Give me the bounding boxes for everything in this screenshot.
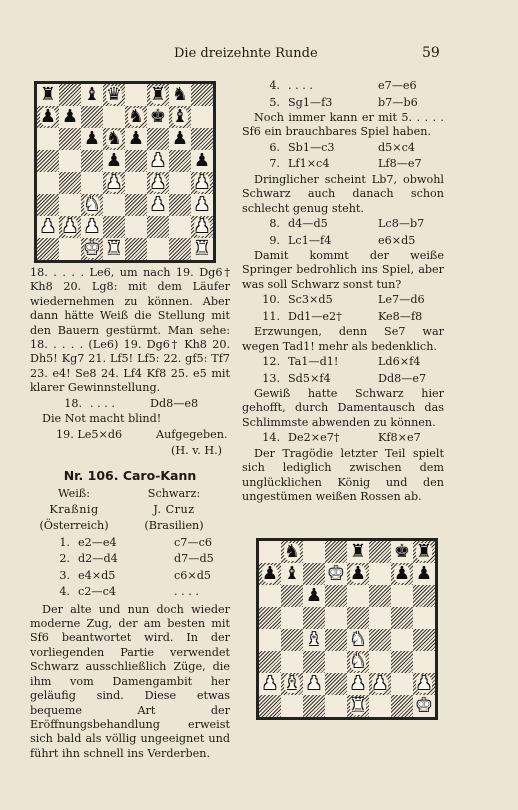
board-square <box>81 216 103 238</box>
board-square <box>259 673 281 695</box>
black-move: Dd8—e8 <box>150 396 199 410</box>
black-pawn-icon: ♟ <box>61 106 79 127</box>
black-move: Le7—d6 <box>378 293 425 307</box>
white-pawn-icon: ♟ <box>193 194 211 215</box>
board-square <box>281 695 303 717</box>
board-square <box>59 106 81 128</box>
board-square <box>259 563 281 585</box>
black-pawn-icon: ♟ <box>393 563 411 584</box>
board-square <box>303 695 325 717</box>
board-square <box>347 585 369 607</box>
move-line <box>30 427 230 444</box>
opening-moves <box>30 535 230 601</box>
black-king-icon: ♚ <box>393 541 411 562</box>
left-column <box>30 266 230 761</box>
board-square <box>281 651 303 673</box>
move-line <box>242 371 444 388</box>
black-move: c7—c6 <box>174 535 212 549</box>
board-square <box>59 194 81 216</box>
board-square <box>325 629 347 651</box>
move-number: 10. <box>262 293 280 307</box>
board-square <box>37 128 59 150</box>
annotation-text: Der alte und nun doch wieder moderne Zug, der am besten mit Sf6 beantwortet wird. In der vorliegenden Partie verwendet Schwarz ausschließlich Züge, die ihm vom Damengambit her geläufig sind. Diese etwas bequeme Art der Eröffnungsbehandlung erweist sich bald als völlig ungeeignet und führt ihn schnell ins Verderben. <box>30 602 230 760</box>
black-move: Lc8—b7 <box>378 217 425 231</box>
board-square <box>391 563 413 585</box>
board-square <box>125 172 147 194</box>
move-number: 9. <box>269 233 280 247</box>
board-square <box>37 172 59 194</box>
move-number: 7. <box>269 157 280 171</box>
board-square <box>413 541 435 563</box>
board-square <box>259 607 281 629</box>
board-square <box>81 194 103 216</box>
board-square <box>169 150 191 172</box>
board-square <box>259 585 281 607</box>
board-square <box>391 585 413 607</box>
board-square <box>191 216 213 238</box>
board-square <box>81 106 103 128</box>
annotation-text: Noch immer kann er mit 5. . . . . Sf6 ein brauchbares Spiel haben. <box>242 111 444 139</box>
black-move: Lf8—e7 <box>378 157 422 171</box>
board-square <box>191 172 213 194</box>
black-move: Kf8×e7 <box>378 431 421 445</box>
board-square <box>391 695 413 717</box>
board-square <box>37 238 59 260</box>
board-square <box>259 541 281 563</box>
annotation-text: Der Tragödie letzter Teil spielt sich lediglich zwischen dem unglücklichen König und den ungestümen weißen Rossen ab. <box>242 446 444 503</box>
board-square <box>37 194 59 216</box>
board-square <box>103 150 125 172</box>
black-pawn-icon: ♟ <box>105 150 123 171</box>
board-square <box>369 541 391 563</box>
white-move: Ta1—d1! <box>288 355 339 369</box>
board-square <box>369 651 391 673</box>
board-square <box>191 238 213 260</box>
board-square <box>169 128 191 150</box>
white-rook-icon: ♜ <box>349 695 367 716</box>
white-move: . . . . <box>90 396 115 410</box>
result: Aufgegeben. <box>156 428 228 442</box>
move-number: 14. <box>262 431 280 445</box>
white-pawn-icon: ♟ <box>149 150 167 171</box>
board-square <box>281 607 303 629</box>
board-square <box>303 673 325 695</box>
board-square <box>259 695 281 717</box>
white-pawn-icon: ♟ <box>39 216 57 237</box>
white-move: Lf1×c4 <box>288 157 330 171</box>
board-square <box>413 673 435 695</box>
white-move: e2—e4 <box>78 535 117 549</box>
black-move: . . . . <box>174 585 199 599</box>
board-square <box>303 585 325 607</box>
players-name-row <box>30 503 230 519</box>
black-move: b7—b6 <box>378 95 418 109</box>
move-line <box>242 140 444 157</box>
board-square <box>147 106 169 128</box>
move-number: 12. <box>262 355 280 369</box>
black-pawn-icon: ♟ <box>305 585 323 606</box>
move-line <box>30 396 230 413</box>
board-square <box>325 607 347 629</box>
white-knight-icon: ♞ <box>349 651 367 672</box>
white-pawn-icon: ♟ <box>371 673 389 694</box>
white-country: (Österreich) <box>39 519 109 533</box>
board-square <box>81 238 103 260</box>
black-label: Schwarz: <box>147 487 201 501</box>
white-move: Sg1—f3 <box>288 95 333 109</box>
annotation-text: Damit kommt der weiße Springer bedrohlich ins Spiel, aber was soll Schwarz sonst tun? <box>242 249 444 291</box>
board-square <box>191 150 213 172</box>
board-square <box>37 216 59 238</box>
board-square <box>103 128 125 150</box>
annotation-text: Gewiß hatte Schwarz hier gehofft, durch Damentausch das Schlimmste abwenden zu können. <box>242 387 444 429</box>
board-square <box>125 194 147 216</box>
board-square <box>81 172 103 194</box>
black-pawn-icon: ♟ <box>349 563 367 584</box>
board-square <box>169 238 191 260</box>
board-square <box>191 106 213 128</box>
board-square <box>103 238 125 260</box>
board-square <box>169 106 191 128</box>
board-square <box>147 128 169 150</box>
board-square <box>103 106 125 128</box>
board-square <box>369 695 391 717</box>
white-rook-icon: ♜ <box>105 238 123 259</box>
annotation-text: Erzwungen, denn Se7 war wegen Tad1! mehr als bedenklich. <box>242 325 444 353</box>
white-knight-icon: ♞ <box>349 629 367 650</box>
move-line <box>242 430 444 447</box>
board-square <box>413 629 435 651</box>
right-column <box>242 78 444 504</box>
board-square <box>347 673 369 695</box>
board-square <box>325 585 347 607</box>
board-square <box>37 84 59 106</box>
players-label-row <box>30 487 230 503</box>
move-number: 3. <box>59 568 70 582</box>
black-move: e7—e6 <box>378 79 417 93</box>
move-number: 5. <box>269 95 280 109</box>
board-square <box>347 607 369 629</box>
white-king-icon: ♚ <box>415 695 433 716</box>
board-square <box>325 563 347 585</box>
black-pawn-icon: ♟ <box>127 128 145 149</box>
white-pawn-icon: ♟ <box>305 673 323 694</box>
move-line <box>242 292 444 309</box>
running-header: Die dreizehnte Runde <box>174 46 318 61</box>
move-line <box>30 584 230 601</box>
move-line <box>30 551 230 568</box>
black-king-icon: ♚ <box>149 106 167 127</box>
board-square <box>191 84 213 106</box>
move-number: 13. <box>262 371 280 385</box>
players-country-row <box>30 519 230 535</box>
board-square <box>125 150 147 172</box>
board-square <box>125 238 147 260</box>
black-rook-icon: ♜ <box>349 541 367 562</box>
board-square <box>147 84 169 106</box>
move-line <box>30 568 230 585</box>
board-square <box>281 563 303 585</box>
board-square <box>281 629 303 651</box>
board-square <box>413 607 435 629</box>
move-number: 8. <box>269 217 280 231</box>
board-square <box>391 541 413 563</box>
white-label: Weiß: <box>57 487 91 501</box>
move-number: 11. <box>262 309 280 323</box>
board-square <box>191 194 213 216</box>
move-line <box>242 354 444 371</box>
board-square <box>37 150 59 172</box>
annotation-text: Dringlicher scheint Lb7, obwohl Schwarz auch danach schon schlecht genug steht. <box>242 172 444 215</box>
black-move: d7—d5 <box>174 552 214 566</box>
black-knight-icon: ♞ <box>105 128 123 149</box>
black-pawn-icon: ♟ <box>171 128 189 149</box>
board-square <box>325 695 347 717</box>
white-move: c2—c4 <box>78 585 116 599</box>
board-square <box>281 673 303 695</box>
black-bishop-icon: ♝ <box>283 563 301 584</box>
board-square <box>413 651 435 673</box>
board-square <box>413 585 435 607</box>
board-square <box>347 563 369 585</box>
white-knight-icon: ♞ <box>83 194 101 215</box>
black-pawn-icon: ♟ <box>415 563 433 584</box>
black-knight-icon: ♞ <box>283 541 301 562</box>
board-square <box>81 150 103 172</box>
board-square <box>391 607 413 629</box>
board-square <box>59 84 81 106</box>
board-square <box>303 651 325 673</box>
board-square <box>147 172 169 194</box>
annotation-text: 18. . . . . Le6, um nach 19. Dg6† Kh8 20. Lg8: mit dem Läufer wiedernehmen zu können. Aber dann hätte Weiß die Stellung mit den Bauern gestürmt. Man sehe: 18. . . . . (Le6) 19. Dg6† Kh8 20. Dh5! Kg7 21. Lf5! Lf5: 22. gf5: Tf7 23. e4! Se8 24. Lf4 Kf8 25. e5 mit klarer Gewinnstellung. <box>30 266 230 395</box>
chess-diagram-bottom <box>256 538 438 720</box>
annotator-signature: (H. v. H.) <box>170 443 222 457</box>
move-number: 2. <box>59 552 70 566</box>
white-pawn-icon: ♟ <box>149 194 167 215</box>
board-square <box>325 651 347 673</box>
white-move: Sc3×d5 <box>288 293 333 307</box>
white-pawn-icon: ♟ <box>149 172 167 193</box>
black-move: e6×d5 <box>378 233 416 247</box>
board-square <box>281 585 303 607</box>
board-square <box>413 563 435 585</box>
white-bishop-icon: ♝ <box>305 629 323 650</box>
board-square <box>147 238 169 260</box>
move-number: 6. <box>269 140 280 154</box>
board-square <box>37 106 59 128</box>
board-square <box>59 150 81 172</box>
move-line <box>242 233 444 250</box>
white-king-icon: ♚ <box>327 563 345 584</box>
white-move: Sb1—c3 <box>288 140 335 154</box>
board-square <box>281 541 303 563</box>
board-square <box>259 629 281 651</box>
board-square <box>369 563 391 585</box>
white-move: Lc1—f4 <box>288 233 332 247</box>
board-square <box>369 607 391 629</box>
white-player: Kraßnig <box>49 503 99 517</box>
board-square <box>369 629 391 651</box>
board-square <box>125 216 147 238</box>
board-square <box>347 629 369 651</box>
white-pawn-icon: ♟ <box>193 216 211 237</box>
white-move: e4×d5 <box>78 568 116 582</box>
black-knight-icon: ♞ <box>127 106 145 127</box>
black-rook-icon: ♜ <box>149 84 167 105</box>
white-pawn-icon: ♟ <box>105 172 123 193</box>
white-pawn-icon: ♟ <box>415 673 433 694</box>
white-pawn-icon: ♟ <box>261 673 279 694</box>
board-square <box>369 585 391 607</box>
board-square <box>147 150 169 172</box>
board-square <box>303 541 325 563</box>
black-player: J. Cruz <box>153 503 195 517</box>
board-square <box>59 172 81 194</box>
board-square <box>81 128 103 150</box>
board-square <box>125 128 147 150</box>
board-square <box>391 673 413 695</box>
move-line <box>242 216 444 233</box>
white-move: De2×e7† <box>288 431 340 445</box>
move-number: 1. <box>59 535 70 549</box>
board-square <box>391 651 413 673</box>
board-square <box>147 194 169 216</box>
board-square <box>169 194 191 216</box>
board-square <box>191 128 213 150</box>
board-square <box>103 84 125 106</box>
board-square <box>81 84 103 106</box>
page-number: 59 <box>422 45 440 61</box>
move-number: 18. <box>64 396 82 410</box>
board-square <box>59 238 81 260</box>
black-move: Dd8—e7 <box>378 371 427 385</box>
white-pawn-icon: ♟ <box>61 216 79 237</box>
board-square <box>59 216 81 238</box>
annotation-text: Die Not macht blind! <box>42 412 162 426</box>
board-square <box>413 695 435 717</box>
white-move: Sd5×f4 <box>288 371 331 385</box>
board-square <box>103 216 125 238</box>
move-line <box>30 535 230 552</box>
board-square <box>147 216 169 238</box>
move-line <box>242 95 444 112</box>
black-country: (Brasilien) <box>144 519 204 533</box>
board-square <box>125 106 147 128</box>
black-bishop-icon: ♝ <box>171 106 189 127</box>
move-number: 4. <box>269 79 280 93</box>
black-move: d5×c4 <box>378 140 416 154</box>
black-rook-icon: ♜ <box>39 84 57 105</box>
black-knight-icon: ♞ <box>171 84 189 105</box>
black-pawn-icon: ♟ <box>39 106 57 127</box>
move-number: 4. <box>59 585 70 599</box>
black-rook-icon: ♜ <box>415 541 433 562</box>
black-move: Ke8—f8 <box>378 309 423 323</box>
board-square <box>303 563 325 585</box>
white-move: Dd1—e2† <box>288 309 342 323</box>
board-square <box>303 607 325 629</box>
board-square <box>303 629 325 651</box>
board-square <box>325 673 347 695</box>
white-pawn-icon: ♟ <box>83 216 101 237</box>
board-square <box>169 84 191 106</box>
black-queen-icon: ♛ <box>105 84 123 105</box>
board-square <box>169 172 191 194</box>
black-pawn-icon: ♟ <box>261 563 279 584</box>
board-square <box>347 695 369 717</box>
game-title: Nr. 106. Caro-Kann <box>63 467 197 483</box>
white-king-icon: ♚ <box>83 238 101 259</box>
white-move: 19. Le5×d6 <box>56 428 123 442</box>
chess-diagram-top <box>34 81 216 263</box>
board-square <box>125 84 147 106</box>
black-move: Ld6×f4 <box>378 355 421 369</box>
white-move: d4—d5 <box>288 217 328 231</box>
move-line <box>242 309 444 326</box>
black-bishop-icon: ♝ <box>83 84 101 105</box>
move-line <box>242 78 444 95</box>
board-square <box>259 651 281 673</box>
white-move: d2—d4 <box>78 552 118 566</box>
board-square <box>103 194 125 216</box>
board-square <box>369 673 391 695</box>
white-rook-icon: ♜ <box>193 238 211 259</box>
board-square <box>347 541 369 563</box>
board-square <box>325 541 347 563</box>
board-square <box>103 172 125 194</box>
black-move: c6×d5 <box>174 568 212 582</box>
white-pawn-icon: ♟ <box>349 673 367 694</box>
black-pawn-icon: ♟ <box>83 128 101 149</box>
black-pawn-icon: ♟ <box>193 150 211 171</box>
board-square <box>59 128 81 150</box>
board-square <box>347 651 369 673</box>
board-square <box>169 216 191 238</box>
white-bishop-icon: ♝ <box>283 673 301 694</box>
white-move: . . . . <box>288 79 313 93</box>
white-pawn-icon: ♟ <box>193 172 211 193</box>
move-line <box>242 156 444 173</box>
board-square <box>391 629 413 651</box>
